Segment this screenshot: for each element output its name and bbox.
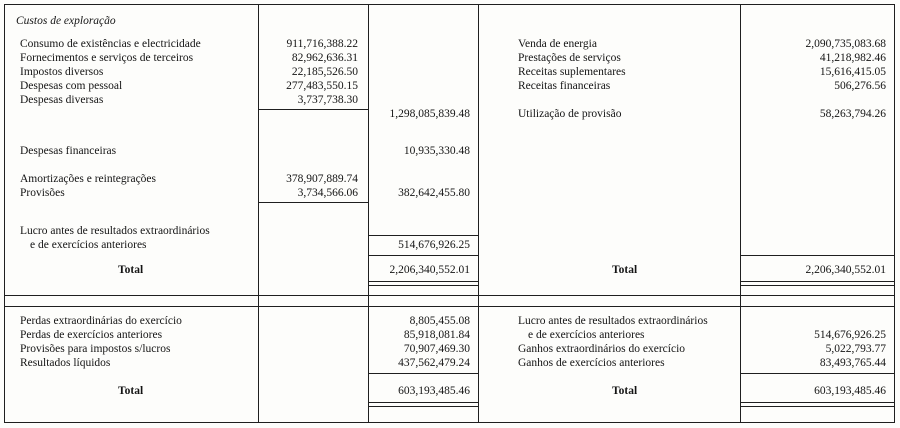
sum-rule xyxy=(259,109,368,110)
cost-item-label: Provisões xyxy=(20,187,65,199)
total-value: 603,193,485.46 xyxy=(398,385,470,397)
total-value: 603,193,485.46 xyxy=(814,385,886,397)
total-label: Total xyxy=(612,264,638,276)
subtotal-value: 514,676,926.25 xyxy=(398,239,470,251)
gain-item-label: Ganhos extraordinários do exercício xyxy=(518,343,686,355)
gain-item-label-cont: e de exercícios anteriores xyxy=(528,329,645,341)
column-divider xyxy=(478,5,479,423)
subtotal-value: 382,642,455.80 xyxy=(398,187,470,199)
revenue-item-label: Utilização de provisão xyxy=(518,108,622,120)
total-double-rule xyxy=(741,285,894,286)
revenue-item-value: 2,090,735,083.68 xyxy=(805,38,886,50)
subtotal-value: 10,935,330.48 xyxy=(403,145,470,157)
total-label: Total xyxy=(118,385,144,397)
cost-item-label: Consumo de existências e electricidade xyxy=(20,38,201,50)
cost-item-label: Fornecimentos e serviços de terceiros xyxy=(20,52,194,64)
cost-item-label: Despesas com pessoal xyxy=(20,80,123,92)
cost-item-label-cont: e de exercícios anteriores xyxy=(30,239,147,251)
total-double-rule xyxy=(741,281,894,282)
gain-item-label: Lucro antes de resultados extraordinários xyxy=(518,315,708,327)
loss-item-label: Perdas extraordinárias do exercício xyxy=(20,315,182,327)
cost-item-label: Lucro antes de resultados extraordinários xyxy=(20,225,210,237)
section-divider xyxy=(4,306,895,307)
column-divider xyxy=(368,5,369,423)
revenue-item-value: 58,263,794.26 xyxy=(819,108,886,120)
total-double-rule xyxy=(741,402,894,403)
cost-item-value: 82,962,636.31 xyxy=(291,52,358,64)
section-divider xyxy=(4,295,895,296)
loss-item-value: 437,562,479.24 xyxy=(398,357,470,369)
cost-item-label: Despesas diversas xyxy=(20,94,104,106)
sum-rule xyxy=(369,235,478,236)
loss-item-value: 85,918,081.84 xyxy=(403,329,470,341)
revenue-item-value: 506,276.56 xyxy=(834,80,886,92)
total-double-rule xyxy=(369,402,478,403)
column-divider xyxy=(740,5,741,423)
cost-item-value: 911,716,388.22 xyxy=(286,38,358,50)
cost-item-value: 22,185,526.50 xyxy=(291,66,358,78)
cost-item-value: 3,737,738.30 xyxy=(297,94,358,106)
sum-rule xyxy=(741,373,894,374)
total-value: 2,206,340,552.01 xyxy=(389,264,470,276)
total-double-rule xyxy=(369,406,478,407)
sum-rule xyxy=(369,373,478,374)
total-value: 2,206,340,552.01 xyxy=(805,264,886,276)
revenue-item-value: 15,616,415.05 xyxy=(819,66,886,78)
revenue-item-label: Venda de energia xyxy=(518,38,597,50)
loss-item-label: Provisões para impostos s/lucros xyxy=(20,343,171,355)
gain-item-value: 514,676,926.25 xyxy=(814,329,886,341)
sum-rule xyxy=(369,255,478,256)
column-divider xyxy=(258,5,259,423)
subtotal-value: 1,298,085,839.48 xyxy=(389,108,470,120)
total-double-rule xyxy=(369,285,478,286)
loss-item-value: 70,907,469.30 xyxy=(403,343,470,355)
revenue-item-label: Prestações de serviços xyxy=(518,52,621,64)
loss-item-label: Perdas de exercícios anteriores xyxy=(20,329,163,341)
sum-rule xyxy=(741,255,894,256)
gain-item-value: 5,022,793.77 xyxy=(825,343,886,355)
revenue-item-value: 41,218,982.46 xyxy=(819,52,886,64)
sum-rule xyxy=(259,202,368,203)
total-label: Total xyxy=(612,385,638,397)
revenue-item-label: Receitas financeiras xyxy=(518,80,611,92)
revenue-item-label: Receitas suplementares xyxy=(518,66,626,78)
total-double-rule xyxy=(741,406,894,407)
cost-item-label: Despesas financeiras xyxy=(20,145,117,157)
cost-item-value: 277,483,550.15 xyxy=(286,80,358,92)
gain-item-value: 83,493,765.44 xyxy=(819,357,886,369)
cost-item-label: Amortizações e reintegrações xyxy=(20,173,157,185)
section-title: Custos de exploração xyxy=(16,15,116,27)
cost-item-label: Impostos diversos xyxy=(20,66,104,78)
total-label: Total xyxy=(118,264,144,276)
gain-item-label: Ganhos de exercícios anteriores xyxy=(518,357,665,369)
loss-item-label: Resultados líquidos xyxy=(20,357,111,369)
cost-item-value: 378,907,889.74 xyxy=(286,173,358,185)
total-double-rule xyxy=(369,281,478,282)
loss-item-value: 8,805,455.08 xyxy=(409,315,470,327)
cost-item-value: 3,734,566.06 xyxy=(297,187,358,199)
